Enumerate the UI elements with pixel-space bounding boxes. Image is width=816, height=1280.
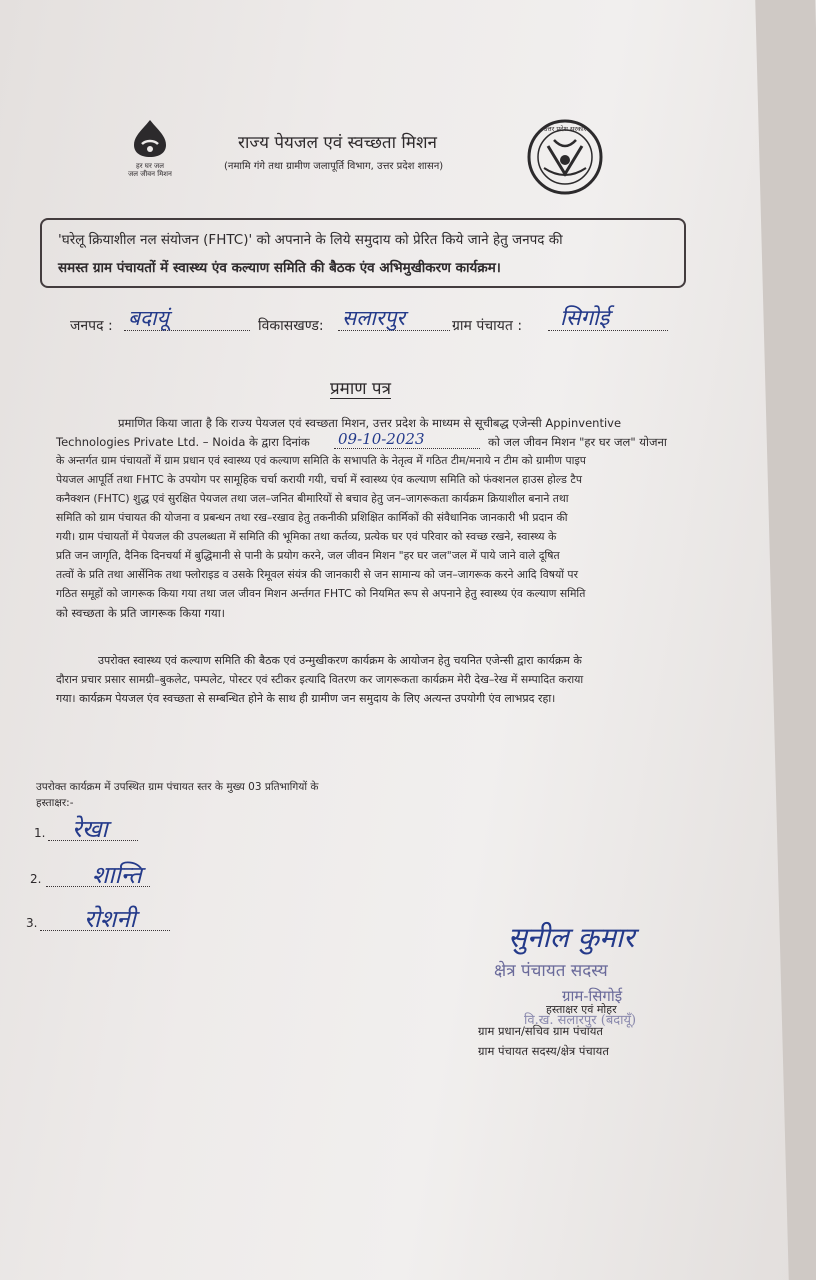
para1-line-1: प्रमाणित किया जाता है कि राज्य पेयजल एवं स्वच्छता मिशन, उत्तर प्रदेश के माध्यम से सूचीबद्ध एजेन्सी Appinventive xyxy=(118,416,622,430)
official-role-1: ग्राम प्रधान/सचिव ग्राम पंचायत xyxy=(478,1024,603,1038)
para1-line-11: को स्वच्छता के प्रति जागरूक किया गया। xyxy=(56,606,226,620)
banner-line-2: समस्त ग्राम पंचायतों में स्वास्थ्य एंव कल्याण समिति की बैठक एंव अभिमुखीकरण कार्यक्रम। xyxy=(58,260,501,276)
block-label: विकासखण्ड: xyxy=(258,318,324,334)
participant-2-number: 2. xyxy=(30,872,42,886)
certificate-title: प्रमाण पत्र xyxy=(330,379,391,399)
para1-line-10: गठित समूहों को जागरूक किया गया तथा जल जीवन मिशन अर्न्तगत FHTC को नियमित रूप से अपनाने हेतु स्वास्थ्य एंव कल्याण समिति xyxy=(56,587,586,600)
official-role-2: ग्राम पंचायत सदस्य/क्षेत्र पंचायत xyxy=(478,1044,609,1058)
panchayat-value: सिगोई xyxy=(560,306,610,331)
official-signature: सुनील कुमार xyxy=(508,921,635,954)
signature-label: हस्ताक्षर एवं मोहर xyxy=(546,1003,617,1016)
para1-line-6: समिति को ग्राम पंचायत की योजना व प्रबन्धन तथा रख–रखाव हेतु तकनीकी प्रशिक्षित कार्मिकों की संवैधानिक जानकारी भी प्रदान की xyxy=(56,511,568,524)
para1-line-8: प्रति जन जागृति, दैनिक दिनचर्या में बुद्धिमानी से पानी के प्रयोग करने, जल जीवन मिशन "हर घर जल"जल में पाये जाने वाले दूषित xyxy=(56,549,560,562)
participant-2-signature: शान्ति xyxy=(92,861,142,889)
participant-3-signature: रोशनी xyxy=(84,905,136,933)
logo-left-caption-1: हर घर जल xyxy=(136,162,164,170)
participants-intro: उपरोक्त कार्यक्रम में उपस्थित ग्राम पंचायत स्तर के मुख्य 03 प्रतिभागियों के xyxy=(36,781,319,793)
water-drop-icon xyxy=(120,118,180,158)
para1-line-3: के अन्तर्गत ग्राम पंचायतों में ग्राम प्रधान एवं स्वास्थ्य एवं कल्याण समिति के सभापति के नेतृत्व में गठित टीम/मनाये न टीम को ग्रामीण पाइप xyxy=(56,454,586,467)
date-line xyxy=(334,448,480,449)
participant-1-signature: रेखा xyxy=(72,815,108,843)
mission-subtitle: (नमामि गंगे तथा ग्रामीण जलापूर्ति विभाग, उत्तर प्रदेश शासन) xyxy=(224,161,444,172)
participants-intro-2: हस्ताक्षर:- xyxy=(36,797,74,809)
para2-line-1: उपरोक्त स्वास्थ्य एवं कल्याण समिति की बैठक एवं उन्मुखीकरण कार्यक्रम के आयोजन हेतु चयनित एजेन्सी द्वारा कार्यक्रम के xyxy=(98,654,582,667)
para2-line-2: दौरान प्रचार प्रसार सामग्री–बुकलेट, पम्पलेट, पोस्टर एवं स्टीकर इत्यादि वितरण कर जागरूकता कार्यक्रम मेरी देख–रेख में सम्पादित कराया xyxy=(56,673,584,686)
para1-line-4: पेयजल आपूर्ति तथा FHTC के उपयोग पर सामूहिक चर्चा करायी गयी, चर्चा में स्वास्थ्य एंव कल्याण समिति को फंक्शनल हाउस होल्ड टैप xyxy=(56,473,582,486)
para1-line-7: गयी। ग्राम पंचायतों में पेयजल की उपलब्धता में समिति की भूमिका तथा कर्तव्य, प्रत्येक घर एवं परिवार को स्वच्छ रखने, स्वास्थ्य के xyxy=(56,530,557,543)
para1-line-2b: को जल जीवन मिशन "हर घर जल" योजना xyxy=(488,435,667,449)
date-value: 09-10-2023 xyxy=(338,430,425,448)
participant-3-number: 3. xyxy=(26,916,38,930)
page-edge xyxy=(755,0,816,1280)
program-banner xyxy=(40,218,686,288)
mission-title: राज्य पेयजल एवं स्वच्छता मिशन xyxy=(238,133,437,153)
district-label: जनपद : xyxy=(70,318,113,334)
stamp-designation: क्षेत्र पंचायत सदस्य xyxy=(494,961,608,981)
up-government-emblem xyxy=(526,118,604,196)
emblem-text: उत्तर प्रदेश सरकार xyxy=(543,125,587,133)
para1-line-5: कनैक्शन (FHTC) शुद्ध एवं सुरक्षित पेयजल तथा जल–जनित बीमारियों से बचाव हेतु जन–जागरूकता कार्यक्रम क्रियाशील बनाने तथा xyxy=(56,492,569,505)
para2-line-3: गया। कार्यक्रम पेयजल एंव स्वच्छता से सम्बन्धित होने के साथ ही ग्रामीण जन समुदाय के लिए अत्यन्त उपयोगी एंव लाभप्रद रहा। xyxy=(56,692,556,705)
stamp-village: ग्राम-सिगोई xyxy=(562,987,623,1005)
para1-line-2a: Technologies Private Ltd. – Noida के द्वारा दिनांक xyxy=(56,435,310,449)
block-value: सलारपुर xyxy=(342,306,405,330)
panchayat-label: ग्राम पंचायत : xyxy=(452,318,523,334)
district-value: बदायूं xyxy=(128,306,169,330)
stamp-block: वि.ख. सलारपुर (बदायूँ) xyxy=(524,1013,637,1028)
banner-line-1: 'घरेलू क्रियाशील नल संयोजन (FHTC)' को अपनाने के लिये समुदाय को प्रेरित किये जाने हेतु जनपद की xyxy=(58,232,563,248)
para1-line-9: तत्वों के प्रति तथा आर्सेनिक तथा फ्लोराइड व उसके रिमूवल संयंत्र की जानकारी से जन सामान्य को जन–जागरूक करने आदि विषयों पर xyxy=(56,568,578,581)
logo-left-caption-2: जल जीवन मिशन xyxy=(128,170,172,178)
jal-jeevan-mission-logo xyxy=(120,118,180,182)
participant-1-number: 1. xyxy=(34,826,46,840)
